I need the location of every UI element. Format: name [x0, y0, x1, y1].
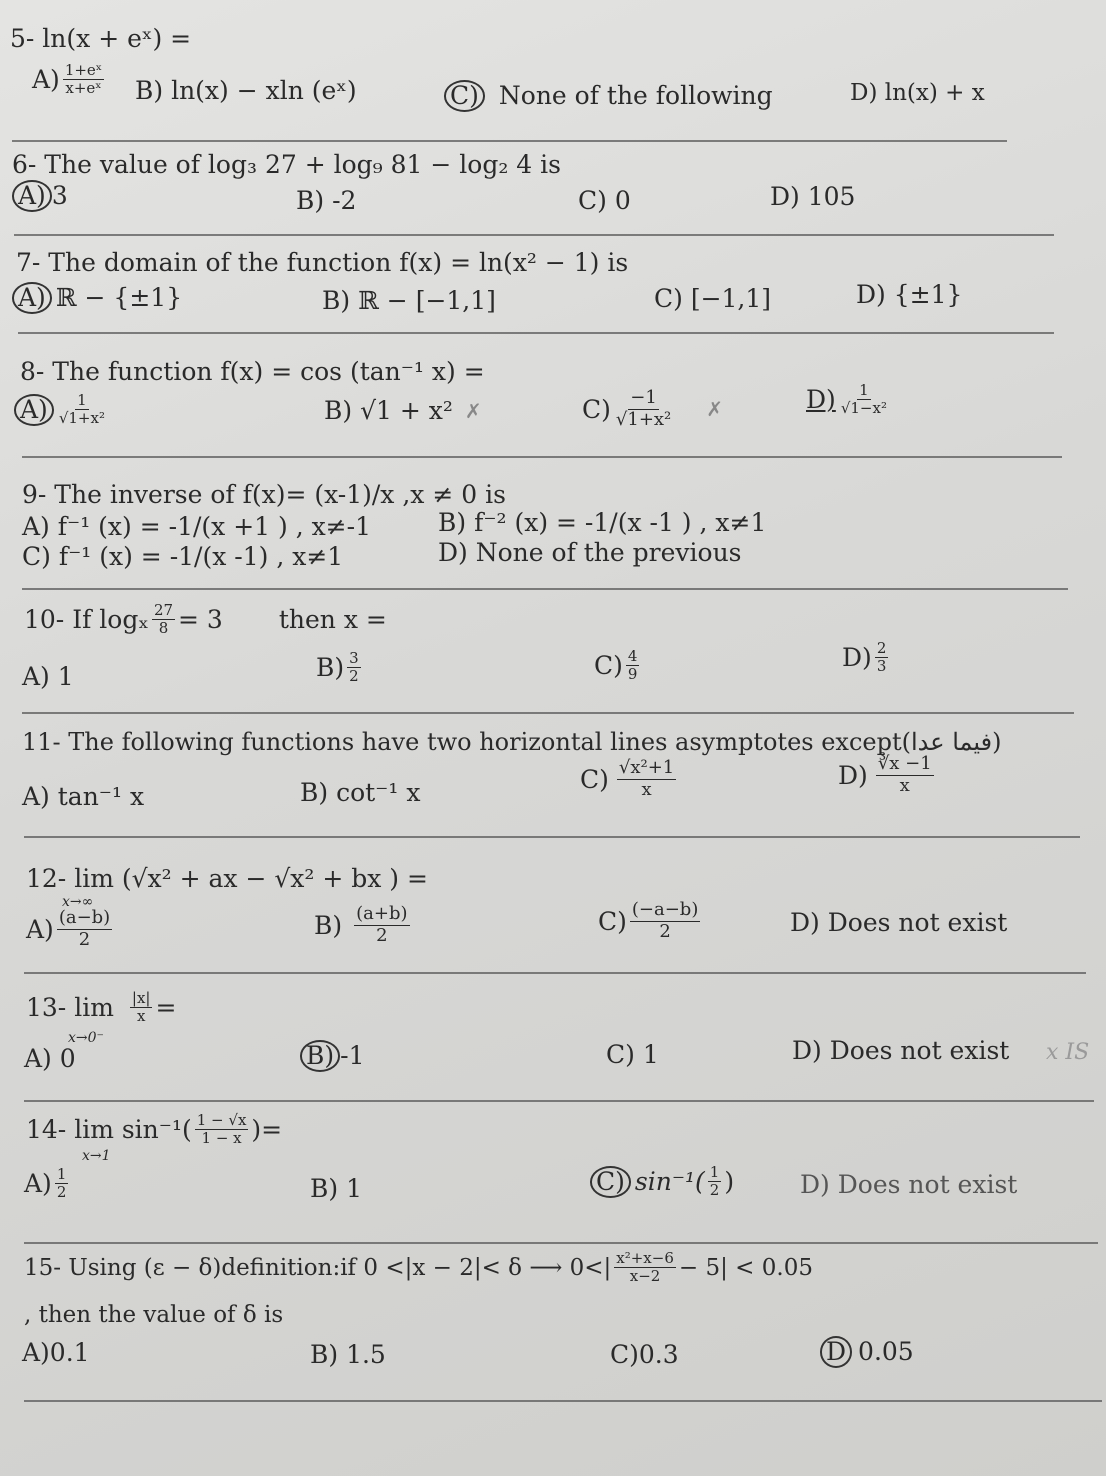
divider	[22, 712, 1074, 714]
q8-option-d[interactable]: D) $\frac{1}{\text{√1−x²}}$	[806, 381, 887, 418]
q11-option-b[interactable]: B) cot⁻¹ x	[300, 778, 421, 807]
q10-option-d[interactable]: D) $\frac{2}{3}$	[842, 639, 887, 676]
q13-option-b[interactable]: B) -1	[300, 1040, 364, 1072]
q5-option-d[interactable]: D) ln(x) + x	[850, 80, 985, 106]
q12-option-a[interactable]: A) $\frac{(a-b)}{2}$	[26, 907, 111, 950]
question-7-stem: 7- The domain of the function f(x) = ln(x² − 1) is	[16, 248, 629, 277]
selected-answer-circle: C)	[590, 1166, 631, 1198]
divider	[24, 972, 1086, 974]
q10-option-c[interactable]: C) $\frac{4}{9}$	[594, 647, 638, 684]
q9-option-b[interactable]: B) f⁻² (x) = -1/(x -1 ) , x≠1	[438, 508, 767, 537]
q9-option-d[interactable]: D) None of the previous	[438, 538, 742, 567]
question-10-stem: 10- If logₓ $\frac{27}{8}$ = 3 then x =	[24, 601, 387, 638]
q10-option-a[interactable]: A) 1	[22, 662, 74, 691]
divider	[24, 1242, 1098, 1244]
question-9-stem: 9- The inverse of f(x)= (x-1)/x ,x ≠ 0 is	[22, 480, 506, 509]
q8-option-b[interactable]: B) √1 + x² ✗	[324, 396, 482, 425]
q13-option-d[interactable]: D) Does not exist	[792, 1036, 1010, 1065]
cross-mark-icon: ✗	[706, 397, 724, 422]
selected-answer-circle: A)	[14, 394, 54, 426]
question-8-stem: 8- The function f(x) = cos (tan⁻¹ x) =	[20, 357, 485, 386]
q5-option-a-fraction: $\frac{\text{1+eˣ}}{\text{x+eˣ}}$	[64, 61, 103, 98]
q7-option-a[interactable]: A) ℝ − {±1}	[12, 282, 182, 314]
cross-mark-icon: ✗	[464, 398, 482, 423]
q14-option-c[interactable]: C) sin⁻¹( $\frac{1}{2}$ )	[590, 1164, 734, 1200]
divider	[22, 588, 1068, 590]
q5-option-c[interactable]: C) None of the following	[444, 80, 773, 112]
q14-option-d[interactable]: D) Does not exist	[800, 1170, 1018, 1199]
selected-answer-circle: D	[820, 1336, 852, 1368]
q11-option-a[interactable]: A) tan⁻¹ x	[22, 782, 145, 811]
q10-option-b[interactable]: B) $\frac{3}{2}$	[316, 649, 359, 686]
question-5-stem: 5- ln(x + eˣ) =	[10, 24, 192, 53]
q9-option-a[interactable]: A) f⁻¹ (x) = -1/(x +1 ) , x≠-1	[22, 512, 371, 541]
q5-option-b[interactable]: B) ln(x) − xln (eˣ)	[135, 76, 357, 105]
q12-option-d[interactable]: D) Does not exist	[790, 908, 1008, 937]
selected-answer-circle: B)	[300, 1040, 340, 1072]
q6-option-a[interactable]: A) 3	[12, 180, 68, 212]
question-13-stem: 13- lim $\frac{|x|}{x}$ =	[26, 989, 177, 1026]
q12-option-c[interactable]: C) $\frac{(-a-b)}{2}$	[598, 899, 699, 942]
limit-subscript: x→∞	[62, 894, 94, 910]
q12-option-b[interactable]: B) $\frac{(a+b)}{2}$	[314, 903, 408, 946]
q15-option-c[interactable]: C)0.3	[610, 1340, 679, 1369]
q6-option-d[interactable]: D) 105	[770, 182, 856, 211]
limit-subscript: x→1	[82, 1148, 111, 1164]
q11-option-c[interactable]: C) $\frac{\text{√x²+1}}{x}$	[580, 757, 675, 800]
selected-answer-circle: A)	[12, 180, 52, 212]
divider	[12, 140, 1007, 142]
question-11-stem: 11- The following functions have two horizontal lines asymptotes except(فيما عدا)	[22, 728, 1002, 756]
divider	[24, 1400, 1102, 1402]
q6-option-c[interactable]: C) 0	[578, 186, 631, 215]
q15-option-a[interactable]: A)0.1	[22, 1338, 90, 1367]
q7-option-c[interactable]: C) [−1,1]	[654, 284, 772, 313]
selected-answer-circle: C)	[444, 80, 485, 112]
question-15-stem-line-2: , then the value of δ is	[24, 1302, 284, 1328]
divider	[24, 836, 1080, 838]
q5-option-a[interactable]: A) $\frac{\text{1+eˣ}}{\text{x+eˣ}}$	[32, 61, 103, 98]
q8-option-c[interactable]: C) $\frac{-1}{\text{√1+x²}}$ ✗	[582, 387, 724, 430]
divider	[24, 1100, 1094, 1102]
q11-option-d[interactable]: D) $\frac{∛x -1}{x}$	[838, 753, 932, 796]
q13-option-a[interactable]: A) 0	[24, 1044, 76, 1073]
question-15-stem: 15- Using (ε − δ)definition:if 0 <|x − 2|< δ ⟶ 0<| $\frac{\text{x²+x−6}}{x-2}$ − 5| < 0.05	[24, 1249, 813, 1286]
q13-option-c[interactable]: C) 1	[606, 1040, 659, 1069]
question-12-stem: 12- lim (√x² + ax − √x² + bx ) =	[26, 864, 428, 893]
divider	[22, 456, 1062, 458]
q8-option-a[interactable]: A) $\frac{1}{\text{√1+x²}}$	[14, 392, 110, 428]
divider	[18, 332, 1054, 334]
q14-option-b[interactable]: B) 1	[310, 1174, 362, 1203]
divider	[14, 234, 1054, 236]
q15-option-d[interactable]: D 0.05	[820, 1336, 914, 1368]
q7-option-b[interactable]: B) ℝ − [−1,1]	[322, 286, 496, 315]
q9-option-c[interactable]: C) f⁻¹ (x) = -1/(x -1) , x≠1	[22, 542, 344, 571]
margin-note: x IS	[1046, 1040, 1090, 1065]
question-14-stem: 14- lim sin⁻¹( $\frac{1 - √x}{1 - x}$ )=	[26, 1111, 283, 1148]
q15-option-b[interactable]: B) 1.5	[310, 1340, 386, 1369]
limit-subscript: x→0⁻	[68, 1030, 104, 1046]
q14-option-a[interactable]: A) $\frac{1}{2}$	[24, 1165, 67, 1202]
question-6-stem: 6- The value of log₃ 27 + log₉ 81 − log₂ 4 is	[12, 150, 561, 179]
selected-answer-circle: A)	[12, 282, 52, 314]
q7-option-d[interactable]: D) {±1}	[856, 280, 963, 309]
q6-option-b[interactable]: B) -2	[296, 186, 357, 215]
